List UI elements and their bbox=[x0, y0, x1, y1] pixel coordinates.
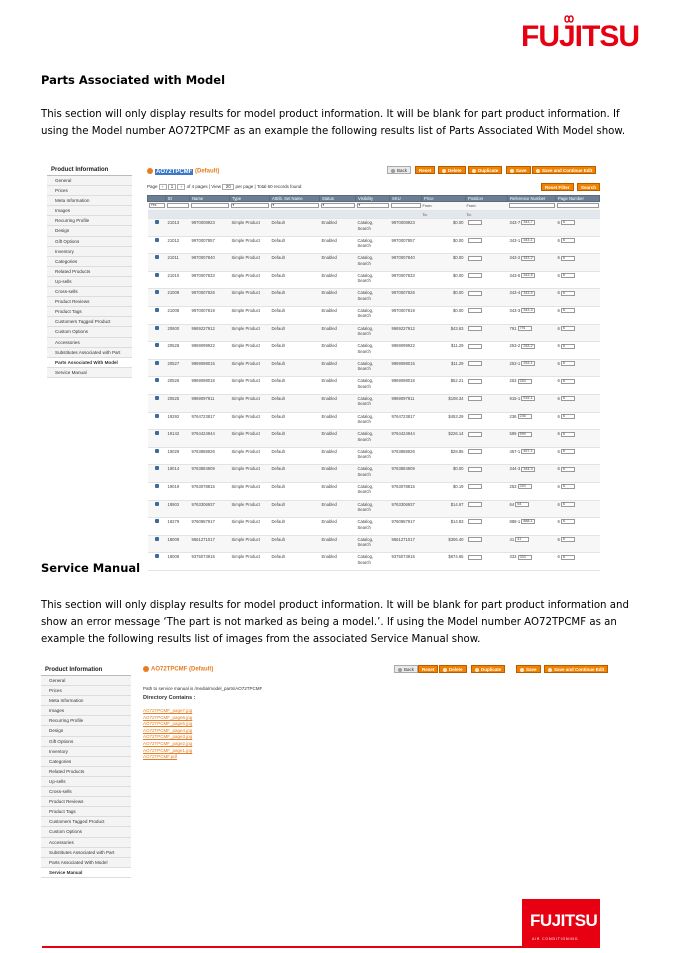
duplicate-icon bbox=[472, 169, 476, 173]
logo-wordmark: FUJITSU bbox=[530, 911, 598, 930]
table-row[interactable]: 20528 9969099922 Simple Product Default Enabled Catalog, Search 9969099922 $11.29 253-2 253-2 6 6 bbox=[148, 342, 600, 360]
table-row[interactable]: 18008 9375073915 Simple Product Default Enabled Catalog, Search 9375073915 $674.65 333 333 6 6 bbox=[148, 553, 600, 571]
position-input[interactable] bbox=[468, 432, 482, 437]
column-header[interactable]: Name bbox=[190, 196, 230, 202]
page-number-input[interactable]: 6 bbox=[561, 555, 575, 560]
position-input[interactable] bbox=[468, 519, 482, 524]
sidebar-title: Product Information bbox=[47, 165, 132, 176]
page-number-input[interactable]: 6 bbox=[561, 484, 575, 489]
sidebar-item-gift-options[interactable]: Gift Options bbox=[47, 237, 132, 247]
row-checkbox[interactable] bbox=[155, 255, 159, 259]
save-icon bbox=[548, 668, 552, 672]
save-button[interactable]: Save bbox=[516, 665, 541, 673]
column-header[interactable]: Status bbox=[320, 196, 356, 202]
filter-input[interactable]: From: bbox=[466, 204, 477, 208]
table-row[interactable]: 19014 9763884909 Simple Product Default Enabled Catalog, Search 9763884909 $0.00 344-3 344-3 6 6 bbox=[148, 465, 600, 483]
position-input[interactable] bbox=[468, 449, 482, 454]
screenshot-service-manual bbox=[41, 663, 611, 885]
product-icon bbox=[147, 168, 153, 174]
save-icon bbox=[520, 668, 524, 672]
table-row[interactable]: 18902 9763306937 Simple Product Default Enabled Catalog, Search 9763306937 $14.67 64 64 6 6 bbox=[148, 500, 600, 518]
file-link[interactable]: AO72TPCMF_page1.jpg bbox=[143, 747, 193, 753]
duplicate-icon bbox=[475, 668, 479, 672]
position-input[interactable] bbox=[468, 344, 482, 349]
reference-number-input[interactable]: 343-4 bbox=[521, 291, 535, 296]
column-header[interactable]: Position bbox=[466, 196, 508, 202]
filter-input[interactable] bbox=[167, 203, 189, 208]
file-link[interactable]: AO72TPCMF_page4.jpg bbox=[143, 727, 193, 733]
save-continue-button[interactable]: Save and Continue Edit bbox=[544, 665, 608, 673]
directory-title: Directory Contains : bbox=[143, 695, 196, 701]
row-checkbox[interactable] bbox=[155, 431, 159, 435]
reference-number-input[interactable]: 343-2 bbox=[521, 256, 535, 261]
sidebar-item-up-sells[interactable]: Up-sells bbox=[41, 777, 131, 787]
sidebar-item-product-reviews[interactable]: Product Reviews bbox=[41, 797, 131, 807]
filter-input[interactable]: ▾ bbox=[231, 203, 269, 208]
back-button[interactable]: Back bbox=[387, 166, 411, 174]
position-input[interactable] bbox=[468, 361, 482, 366]
row-checkbox[interactable] bbox=[155, 326, 159, 330]
row-checkbox[interactable] bbox=[155, 519, 159, 523]
file-link[interactable]: AO72TPCMF.pdf bbox=[143, 754, 178, 760]
filter-input[interactable]: ▾ bbox=[321, 203, 355, 208]
reference-number-input[interactable]: 253 bbox=[518, 484, 532, 489]
sidebar-item-categories[interactable]: Categories bbox=[41, 757, 131, 767]
reference-number-input[interactable]: 64 bbox=[515, 502, 529, 507]
file-link[interactable]: AO72TPCMF_page6.jpg bbox=[143, 714, 193, 720]
position-input[interactable] bbox=[468, 220, 482, 225]
reset-button[interactable]: Reset bbox=[415, 166, 435, 174]
reference-number-input[interactable]: 343-7 bbox=[521, 220, 535, 225]
sidebar-item-related-products[interactable]: Related Products bbox=[47, 267, 132, 277]
sidebar-item-images[interactable]: Images bbox=[41, 706, 131, 716]
page-number-input[interactable]: 6 bbox=[561, 291, 575, 296]
page-number-input[interactable]: 6 bbox=[561, 467, 575, 472]
reference-number-input[interactable]: 253 bbox=[518, 379, 532, 384]
reference-number-input[interactable]: 599 bbox=[518, 432, 532, 437]
sidebar-item-cross-sells[interactable]: Cross-sells bbox=[47, 287, 132, 297]
sidebar-item-substitutes-associated-with-part[interactable]: Substitutes Associated with Part bbox=[41, 848, 131, 858]
delete-icon bbox=[443, 668, 447, 672]
page-number-input[interactable]: 6 bbox=[561, 256, 575, 261]
sidebar-item-inventory[interactable]: Inventory bbox=[41, 747, 131, 757]
row-checkbox[interactable] bbox=[155, 466, 159, 470]
file-link[interactable]: AO72TPCMF_page5.jpg bbox=[143, 721, 193, 727]
file-link[interactable]: AO72TPCMF_page7.jpg bbox=[143, 708, 193, 713]
page-number-input[interactable]: 6 bbox=[561, 361, 575, 366]
page-title bbox=[147, 168, 219, 175]
page-number-input[interactable]: 6 bbox=[561, 379, 575, 384]
page-title: AO72TPCMF (Default) bbox=[143, 666, 213, 673]
pager: Page ‹ 1 › of 4 pages | View 20 per page | Total 60 records found bbox=[147, 184, 302, 190]
save-icon bbox=[536, 169, 540, 173]
position-input[interactable] bbox=[468, 256, 482, 261]
row-checkbox[interactable] bbox=[155, 361, 159, 365]
reference-number-input[interactable]: 343-3 bbox=[521, 308, 535, 313]
reset-filter-button[interactable]: Reset Filter bbox=[541, 183, 574, 191]
footer-rule bbox=[42, 946, 600, 948]
page-number-input[interactable]: 6 bbox=[561, 449, 575, 454]
product-info-sidebar bbox=[41, 665, 131, 878]
row-checkbox[interactable] bbox=[155, 484, 159, 488]
sidebar-item-parts-associated-with-model[interactable]: Parts Associated With Model bbox=[47, 358, 132, 368]
position-input[interactable] bbox=[468, 291, 482, 296]
table-row[interactable]: 19029 9763888926 Simple Product Default Enabled Catalog, Search 9763888926 $28.85 457-1 457-1 6 6 bbox=[148, 447, 600, 465]
file-link[interactable]: AO72TPCMF_page2.jpg bbox=[143, 741, 193, 746]
delete-icon bbox=[442, 169, 446, 173]
sidebar-item-gift-options[interactable]: Gift Options bbox=[41, 737, 131, 747]
prev-page-button[interactable]: ‹ bbox=[159, 184, 167, 190]
screenshot-parts-grid bbox=[47, 160, 602, 565]
reference-number-input[interactable]: 253-1 bbox=[521, 361, 535, 366]
sidebar-item-related-products[interactable]: Related Products bbox=[41, 767, 131, 777]
sidebar-item-up-sells[interactable]: Up-sells bbox=[47, 277, 132, 287]
product-icon bbox=[143, 666, 149, 672]
position-input[interactable] bbox=[468, 414, 482, 419]
column-header[interactable]: SKU bbox=[390, 196, 422, 202]
sidebar-item-service-manual[interactable]: Service Manual bbox=[41, 868, 131, 878]
row-checkbox[interactable] bbox=[155, 343, 159, 347]
position-input[interactable] bbox=[468, 238, 482, 243]
sidebar-item-custom-options[interactable]: Custom Options bbox=[41, 827, 131, 837]
reference-number-input[interactable]: 236 bbox=[518, 414, 532, 419]
reference-number-input[interactable]: 791 bbox=[518, 326, 532, 331]
sidebar-item-accessories[interactable]: Accessories bbox=[41, 838, 131, 848]
sidebar-item-customers-tagged-product[interactable]: Customers Tagged Product bbox=[41, 817, 131, 827]
logo-wordmark: FUJITSU bbox=[521, 20, 640, 53]
position-input[interactable] bbox=[468, 502, 482, 507]
page-number-input[interactable]: 6 bbox=[561, 519, 575, 524]
table-row[interactable]: 19292 9764723817 Simple Product Default Enabled Catalog, Search 9764723817 $453.29 236 236 6 6 bbox=[148, 412, 600, 430]
delete-button[interactable]: Delete bbox=[438, 166, 466, 174]
row-checkbox[interactable] bbox=[155, 220, 159, 224]
table-row[interactable]: 20600 9969227912 Simple Product Default Enabled Catalog, Search 9969227912 $43.63 791 791 6 6 bbox=[148, 324, 600, 342]
back-button[interactable]: Back bbox=[394, 665, 418, 673]
sidebar-item-design[interactable]: Design bbox=[47, 226, 132, 236]
infinity-icon bbox=[561, 14, 577, 24]
table-row[interactable]: 21010 9970007833 Simple Product Default Enabled Catalog, Search 9970007833 $0.00 343-5 343-5 6 6 bbox=[148, 271, 600, 289]
position-input[interactable] bbox=[468, 379, 482, 384]
column-header[interactable]: Attrib. Set Name bbox=[270, 196, 320, 202]
table-row[interactable]: 20527 9969098015 Simple Product Default Enabled Catalog, Search 9969098015 $11.29 253-1 253-1 6 6 bbox=[148, 359, 600, 377]
filter-to-label: To: bbox=[422, 213, 428, 217]
table-row[interactable]: 18279 9760987917 Simple Product Default Enabled Catalog, Search 9760987917 $14.83 888-1 888-1 6 6 bbox=[148, 518, 600, 536]
page-number-input[interactable]: 6 bbox=[561, 432, 575, 437]
table-row[interactable]: 21008 9970007819 Simple Product Default Enabled Catalog, Search 9970007819 $0.00 343-3 343-3 6 6 bbox=[148, 306, 600, 324]
table-row[interactable]: 21013 9970008923 Simple Product Default Enabled Catalog, Search 9970008923 $0.00 343-7 343-7 6 6 bbox=[148, 219, 600, 237]
reference-number-input[interactable]: 343-5 bbox=[521, 273, 535, 278]
file-link[interactable]: AO72TPCMF_page3.jpg bbox=[143, 734, 193, 740]
column-header[interactable]: Page Number bbox=[556, 196, 600, 202]
row-checkbox[interactable] bbox=[155, 378, 159, 382]
column-header[interactable]: Price bbox=[422, 196, 466, 202]
sidebar-item-inventory[interactable]: Inventory bbox=[47, 247, 132, 257]
sidebar-item-accessories[interactable]: Accessories bbox=[47, 338, 132, 348]
sidebar-item-service-manual[interactable]: Service Manual bbox=[47, 368, 132, 378]
sidebar-item-prices[interactable]: Prices bbox=[47, 186, 132, 196]
filter-input[interactable]: From: bbox=[422, 204, 433, 208]
section-paragraph-service-manual: This section will only display results for model product information. It will be blank for part product information and show an error message ‘The part is not marked as being a model.’. If using the Model number AO72TPCMF as an example the following results list of images from the associated Service Manual show. bbox=[41, 600, 629, 645]
row-checkbox[interactable] bbox=[155, 396, 159, 400]
row-checkbox[interactable] bbox=[155, 537, 159, 541]
position-input[interactable] bbox=[468, 396, 482, 401]
duplicate-button[interactable]: Duplicate bbox=[471, 665, 505, 673]
table-row[interactable]: 21012 9970007857 Simple Product Default Enabled Catalog, Search 9970007857 $0.00 343-1 343-1 6 6 bbox=[148, 236, 600, 254]
sidebar-item-product-tags[interactable]: Product Tags bbox=[41, 807, 131, 817]
table-row[interactable]: 19019 9763078815 Simple Product Default Enabled Catalog, Search 9763078815 $0.19 253 253 6 6 bbox=[148, 482, 600, 500]
section-paragraph-parts: This section will only display results for model product information. It will be blank for part product information. If using the Model number AO72TPCMF as an example the following results list of Parts Associated With Model show. bbox=[41, 109, 626, 137]
page-number-input[interactable]: 6 bbox=[561, 273, 575, 278]
reset-button[interactable]: Reset bbox=[418, 665, 438, 673]
reference-number-input[interactable]: 344-3 bbox=[521, 467, 535, 472]
sidebar-item-recurring-profile[interactable]: Recurring Profile bbox=[47, 216, 132, 226]
table-row[interactable]: 21011 9970007840 Simple Product Default Enabled Catalog, Search 9970007840 $0.00 343-2 343-2 6 6 bbox=[148, 254, 600, 272]
row-checkbox[interactable] bbox=[155, 308, 159, 312]
position-input[interactable] bbox=[468, 484, 482, 489]
filter-input[interactable] bbox=[391, 203, 421, 208]
save-icon bbox=[510, 169, 514, 173]
reference-number-input[interactable]: 41 bbox=[515, 537, 529, 542]
page-number-input[interactable]: 6 bbox=[561, 502, 575, 507]
sidebar-item-customers-tagged-product[interactable]: Customers Tagged Product bbox=[47, 317, 132, 327]
section-heading-service-manual: Service Manual bbox=[41, 561, 141, 575]
store-view: (Default) bbox=[195, 168, 220, 175]
table-row[interactable]: 20526 9969098018 Simple Product Default Enabled Catalog, Search 9969098018 $52.21 253 253 6 6 bbox=[148, 377, 600, 395]
reference-number-input[interactable]: 343-1 bbox=[521, 238, 535, 243]
reference-number-input[interactable]: 915-1 bbox=[521, 396, 535, 401]
filter-input[interactable]: ▾ bbox=[357, 203, 389, 208]
table-row[interactable]: 18009 9661271017 Simple Product Default Enabled Catalog, Search 9661271017 $306.40 41 41 6 6 bbox=[148, 535, 600, 553]
save-continue-button[interactable]: Save and Continue Edit bbox=[532, 166, 596, 174]
reference-number-input[interactable]: 253-2 bbox=[521, 344, 535, 349]
column-header[interactable]: Type bbox=[230, 196, 270, 202]
sidebar-item-images[interactable]: Images bbox=[47, 206, 132, 216]
table-row[interactable]: 20525 9969097911 Simple Product Default Enabled Catalog, Search 9969097911 $108.34 915-1 915-1 6 6 bbox=[148, 394, 600, 412]
column-header[interactable]: ID bbox=[166, 196, 190, 202]
save-button[interactable]: Save bbox=[506, 166, 531, 174]
product-info-sidebar bbox=[47, 165, 132, 378]
row-checkbox[interactable] bbox=[155, 273, 159, 277]
parts-grid bbox=[147, 195, 600, 571]
sidebar-item-meta-information[interactable]: Meta Information bbox=[41, 696, 131, 706]
row-checkbox[interactable] bbox=[155, 414, 159, 418]
table-row[interactable]: 21009 9970007826 Simple Product Default Enabled Catalog, Search 9970007826 $0.00 343-4 343-4 6 6 bbox=[148, 289, 600, 307]
row-checkbox[interactable] bbox=[155, 502, 159, 506]
filter-input[interactable]: Yes bbox=[149, 203, 165, 208]
sidebar-item-prices[interactable]: Prices bbox=[41, 686, 131, 696]
fujitsu-logo-bottom bbox=[522, 899, 600, 947]
sidebar-item-general[interactable]: General bbox=[47, 176, 132, 186]
page-input[interactable]: 1 bbox=[168, 184, 176, 190]
sidebar-item-product-reviews[interactable]: Product Reviews bbox=[47, 297, 132, 307]
page-number-input[interactable]: 6 bbox=[561, 414, 575, 419]
filter-input[interactable]: ▾ bbox=[271, 203, 319, 208]
page-number-input[interactable]: 6 bbox=[561, 238, 575, 243]
row-checkbox[interactable] bbox=[155, 554, 159, 558]
sidebar-item-design[interactable]: Design bbox=[41, 726, 131, 736]
position-input[interactable] bbox=[468, 308, 482, 313]
row-checkbox[interactable] bbox=[155, 449, 159, 453]
position-input[interactable] bbox=[468, 326, 482, 331]
position-input[interactable] bbox=[468, 537, 482, 542]
selected-model: AO72TPCMF bbox=[156, 168, 193, 175]
fujitsu-logo-top bbox=[521, 14, 640, 53]
section-heading-parts: Parts Associated with Model bbox=[41, 73, 226, 87]
sidebar-item-general[interactable]: General bbox=[41, 676, 131, 686]
sidebar-item-parts-associated-with-model[interactable]: Parts Associated With Model bbox=[41, 858, 131, 868]
sidebar-title: Product Information bbox=[41, 665, 131, 676]
row-checkbox[interactable] bbox=[155, 238, 159, 242]
search-button[interactable]: Search bbox=[577, 183, 600, 191]
sidebar-item-recurring-profile[interactable]: Recurring Profile bbox=[41, 716, 131, 726]
filter-input[interactable] bbox=[509, 203, 555, 208]
reference-number-input[interactable]: 888-1 bbox=[521, 519, 535, 524]
sidebar-item-categories[interactable]: Categories bbox=[47, 257, 132, 267]
filter-input[interactable] bbox=[557, 203, 599, 208]
position-input[interactable] bbox=[468, 555, 482, 560]
column-header[interactable]: Visibility bbox=[356, 196, 390, 202]
next-page-button[interactable]: › bbox=[177, 184, 185, 190]
filter-to-label: To: bbox=[466, 213, 472, 217]
sidebar-item-custom-options[interactable]: Custom Options bbox=[47, 327, 132, 337]
row-checkbox[interactable] bbox=[155, 290, 159, 294]
reference-number-input[interactable]: 457-1 bbox=[521, 449, 535, 454]
table-row[interactable]: 19142 9764424944 Simple Product Default Enabled Catalog, Search 9764424944 $226.14 599 599 6 6 bbox=[148, 430, 600, 448]
page-number-input[interactable]: 6 bbox=[561, 344, 575, 349]
delete-button[interactable]: Delete bbox=[439, 665, 467, 673]
arrow-left-icon bbox=[398, 668, 402, 672]
page-number-input[interactable]: 6 bbox=[561, 308, 575, 313]
page-number-input[interactable]: 6 bbox=[561, 326, 575, 331]
column-header[interactable]: Reference Number bbox=[508, 196, 556, 202]
sidebar-item-product-tags[interactable]: Product Tags bbox=[47, 307, 132, 317]
page-number-input[interactable]: 6 bbox=[561, 396, 575, 401]
page-number-input[interactable]: 6 bbox=[561, 537, 575, 542]
per-page-select[interactable]: 20 bbox=[222, 184, 234, 190]
sidebar-item-substitutes-associated-with-part[interactable]: Substitutes Associated with Part bbox=[47, 348, 132, 358]
sidebar-item-cross-sells[interactable]: Cross-sells bbox=[41, 787, 131, 797]
position-input[interactable] bbox=[468, 467, 482, 472]
logo-tagline: AIR CONDITIONING bbox=[532, 937, 579, 941]
arrow-left-icon bbox=[391, 169, 395, 173]
service-manual-path: Path to service manual is /media/model_parts/AO72TPCMF bbox=[143, 686, 263, 691]
position-input[interactable] bbox=[468, 273, 482, 278]
duplicate-button[interactable]: Duplicate bbox=[468, 166, 502, 174]
filter-input[interactable] bbox=[191, 203, 229, 208]
sidebar-item-meta-information[interactable]: Meta Information bbox=[47, 196, 132, 206]
page-number-input[interactable]: 6 bbox=[561, 220, 575, 225]
reference-number-input[interactable]: 333 bbox=[518, 555, 532, 560]
